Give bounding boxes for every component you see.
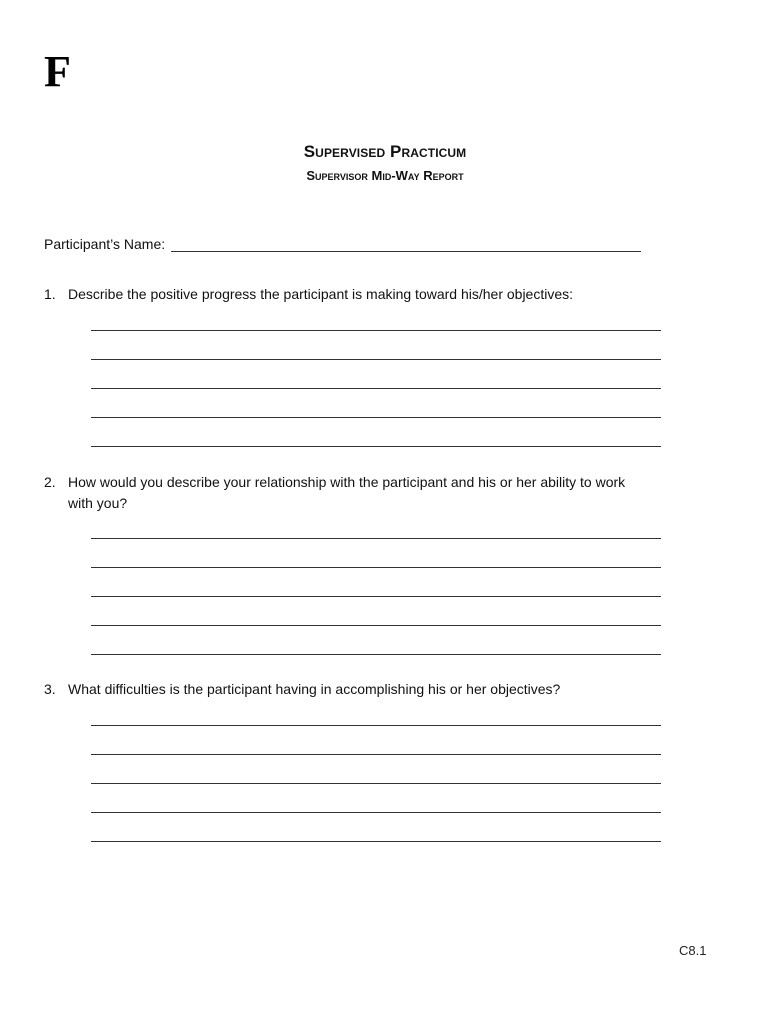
answer-line[interactable] [91,783,661,784]
answer-line[interactable] [91,330,661,331]
question-text: How would you describe your relationship with the participant and his or her ability to work with you? [68,474,626,511]
answer-line[interactable] [91,841,661,842]
participant-name-row [44,236,641,252]
answer-line[interactable] [91,625,661,626]
document-subtitle: Supervisor Mid-Way Report [306,168,464,183]
question-number: 2. [44,474,56,490]
question-1 [44,284,644,305]
question-text: What difficulties is the participant having in accomplishing his or her objectives? [68,681,561,697]
question-2 [44,472,644,514]
participant-name-field[interactable] [171,237,641,252]
document-title: Supervised Practicum [303,142,467,161]
answer-line[interactable] [91,538,661,539]
answer-line[interactable] [91,388,661,389]
participant-name-label: Participant’s Name: [44,236,166,252]
answer-line[interactable] [91,446,661,447]
answer-line[interactable] [91,596,661,597]
question-number: 1. [44,286,56,302]
answer-line[interactable] [91,812,661,813]
answer-line[interactable] [91,359,661,360]
answer-line[interactable] [91,567,661,568]
answer-line[interactable] [91,754,661,755]
answer-line[interactable] [91,725,661,726]
corner-letter: F [44,47,71,96]
page-code: C8.1 [679,943,707,958]
answer-line[interactable] [91,417,661,418]
question-3 [44,679,644,700]
answer-line[interactable] [91,654,661,655]
question-number: 3. [44,681,56,697]
question-text: Describe the positive progress the participant is making toward his/her objectives: [68,286,574,302]
